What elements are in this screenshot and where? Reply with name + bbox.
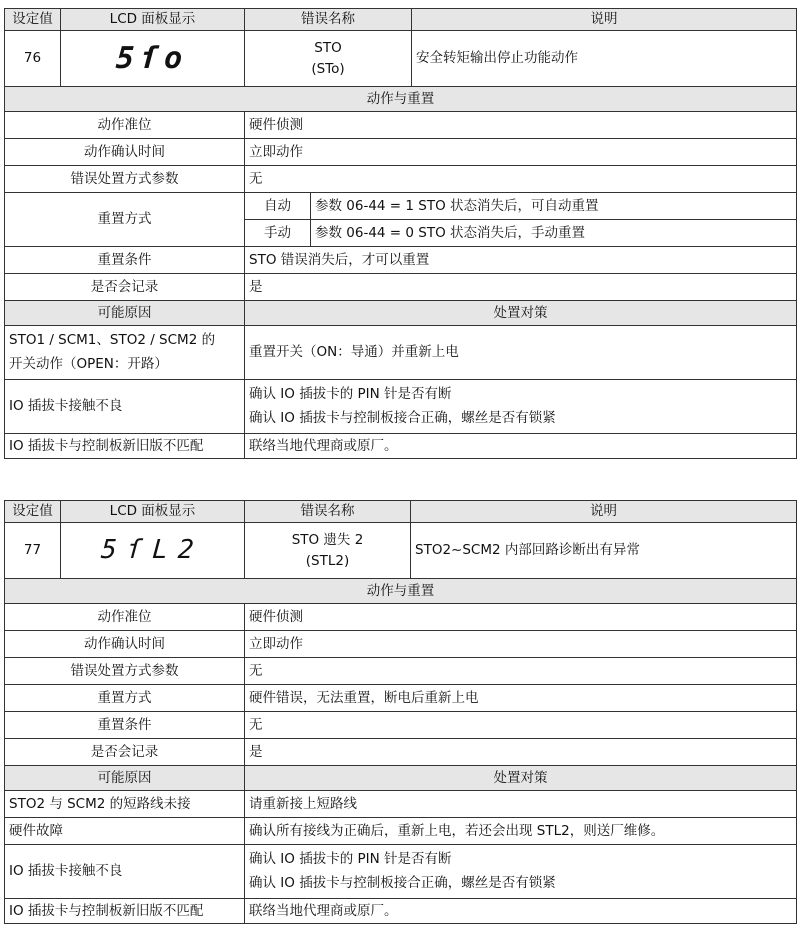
handling-param-row [5,166,797,193]
error-name-line1: STO [314,40,342,57]
reset-auto-text: 参数 06-44 = 1 STO 状态消失后，可自动重置 [311,193,797,220]
action-level-value: 硬件侦测 [245,604,797,631]
cause-header-row [5,766,797,791]
cause-header-row [5,301,797,326]
error-description: 安全转矩输出停止功能动作 [412,31,797,87]
error-info-row [5,523,797,579]
countermeasure-text: 请重新接上短路线 [245,791,797,818]
header-description: 说明 [411,501,797,523]
record-label: 是否会记录 [5,739,245,766]
setting-value: 77 [5,523,61,579]
countermeasure-text: 联络当地代理商或原厂。 [245,434,797,459]
error-table-sto [4,8,797,459]
reset-auto-row [5,193,797,220]
header-error-name: 错误名称 [245,501,411,523]
cause-line2: 开关动作（OPEN：开路） [9,355,168,372]
cause-row [5,899,797,924]
section-action-reset: 动作与重置 [5,87,797,112]
lcd-code: 5ſL2 [100,535,205,565]
countermeasure-text [245,845,797,899]
reset-method-label: 重置方式 [5,685,245,712]
reset-method-label: 重置方式 [5,193,245,247]
error-name-line2: (STo) [311,60,345,77]
header-cause: 可能原因 [5,766,245,791]
reset-manual-text: 参数 06-44 = 0 STO 状态消失后，手动重置 [311,220,797,247]
header-lcd: LCD 面板显示 [61,9,245,31]
countermeasure-text: 联络当地代理商或原厂。 [245,899,797,924]
reset-method-row [5,685,797,712]
countermeasure-text: 重置开关（ON：导通）并重新上电 [245,326,797,380]
section-row [5,579,797,604]
reset-manual-label: 手动 [245,220,311,247]
countermeasure-text: 确认所有接线为正确后，重新上电，若还会出现 STL2，则送厂维修。 [245,818,797,845]
cause-line1: STO1 / SCM1、STO2 / SCM2 的 [9,331,216,348]
header-countermeasure: 处置对策 [245,301,797,326]
handling-param-value: 无 [245,658,797,685]
action-level-label: 动作准位 [5,604,245,631]
error-description: STO2~SCM2 内部回路诊断出有异常 [411,523,797,579]
countermeasure-text [245,380,797,434]
record-row [5,274,797,301]
handling-param-label: 错误处置方式参数 [5,166,245,193]
countermeasure-line2: 确认 IO 插拔卡与控制板接合正确，螺丝是否有锁紧 [249,409,556,426]
header-setting: 设定值 [5,9,61,31]
confirm-time-row [5,139,797,166]
reset-condition-row [5,247,797,274]
lcd-display [61,31,245,87]
action-level-value: 硬件侦测 [245,112,797,139]
header-cause: 可能原因 [5,301,245,326]
header-row [5,501,797,523]
header-lcd: LCD 面板显示 [61,501,245,523]
confirm-time-row [5,631,797,658]
handling-param-value: 无 [245,166,797,193]
cause-text: IO 插拔卡与控制板新旧版不匹配 [5,434,245,459]
confirm-time-label: 动作确认时间 [5,139,245,166]
cause-text: STO2 与 SCM2 的短路线未接 [5,791,245,818]
cause-text: 硬件故障 [5,818,245,845]
reset-condition-label: 重置条件 [5,247,245,274]
reset-condition-row [5,712,797,739]
cause-row [5,818,797,845]
setting-value: 76 [5,31,61,87]
header-description: 说明 [412,9,797,31]
header-row [5,9,797,31]
confirm-time-value: 立即动作 [245,139,797,166]
cause-text [5,326,245,380]
countermeasure-line1: 确认 IO 插拔卡的 PIN 针是否有断 [249,850,452,867]
error-name-line1: STO 遗失 2 [291,532,364,549]
section-row [5,87,797,112]
record-row [5,739,797,766]
handling-param-row [5,658,797,685]
header-setting: 设定值 [5,501,61,523]
reset-auto-label: 自动 [245,193,311,220]
section-action-reset: 动作与重置 [5,579,797,604]
confirm-time-label: 动作确认时间 [5,631,245,658]
action-level-row [5,112,797,139]
cause-row [5,434,797,459]
lcd-code: 5ſo [115,41,190,76]
record-label: 是否会记录 [5,274,245,301]
cause-text: IO 插拔卡接触不良 [5,845,245,899]
reset-condition-value: 无 [245,712,797,739]
error-name [245,523,411,579]
confirm-time-value: 立即动作 [245,631,797,658]
cause-text: IO 插拔卡与控制板新旧版不匹配 [5,899,245,924]
header-error-name: 错误名称 [245,9,412,31]
record-value: 是 [245,739,797,766]
error-info-row [5,31,797,87]
error-name-line2: (STL2) [305,552,350,569]
lcd-display [61,523,245,579]
reset-condition-value: STO 错误消失后，才可以重置 [245,247,797,274]
error-table-stl2 [4,500,797,924]
header-countermeasure: 处置对策 [245,766,797,791]
reset-method-value: 硬件错误，无法重置，断电后重新上电 [245,685,797,712]
cause-row [5,326,797,380]
cause-row [5,380,797,434]
cause-text: IO 插拔卡接触不良 [5,380,245,434]
record-value: 是 [245,274,797,301]
cause-row [5,791,797,818]
countermeasure-line2: 确认 IO 插拔卡与控制板接合正确，螺丝是否有锁紧 [249,874,556,891]
handling-param-label: 错误处置方式参数 [5,658,245,685]
action-level-row [5,604,797,631]
cause-row [5,845,797,899]
action-level-label: 动作准位 [5,112,245,139]
countermeasure-line1: 确认 IO 插拔卡的 PIN 针是否有断 [249,385,452,402]
reset-condition-label: 重置条件 [5,712,245,739]
error-name [245,31,412,87]
